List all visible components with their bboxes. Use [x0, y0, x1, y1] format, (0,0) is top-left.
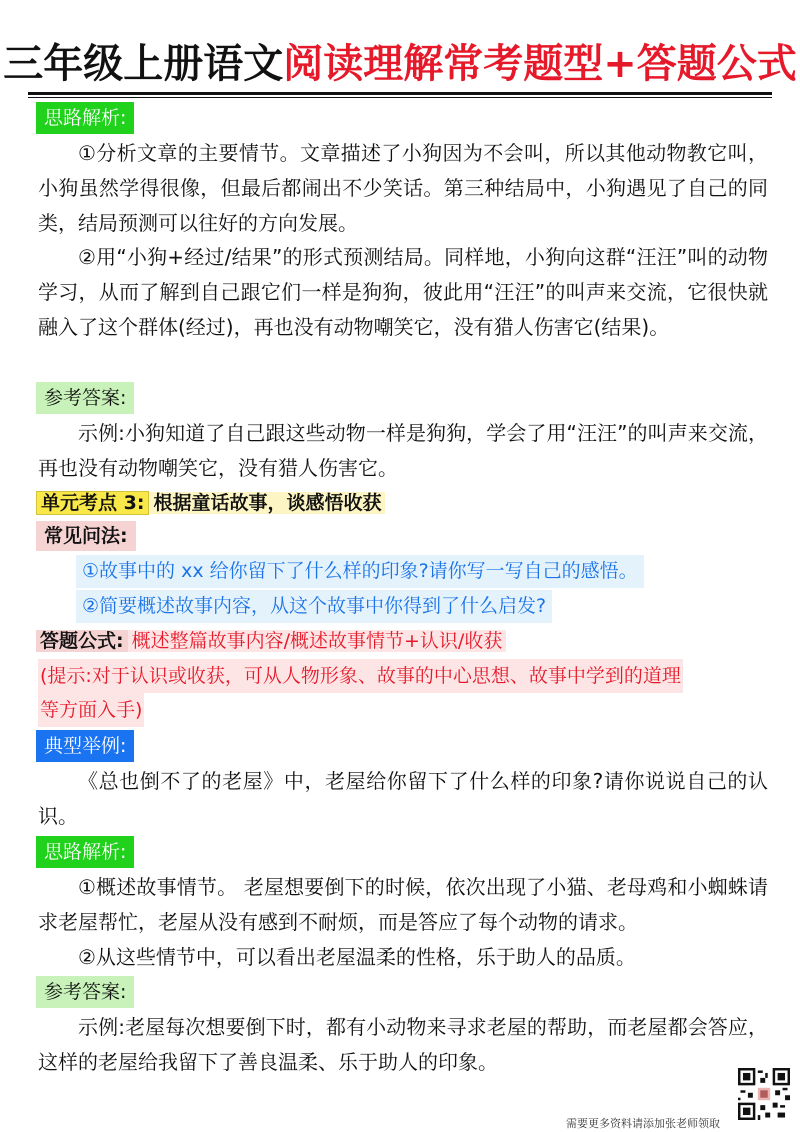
- analysis-label-1: 思路解析:: [36, 102, 134, 134]
- analysis-paragraph-1b: ②用“小狗+经过/结果”的形式预测结局。同样地，小狗向这群“汪汪”叫的动物学习，从而了解到自己跟它们一样是狗狗，彼此用“汪汪”的叫声来交流，它很快就融入了这个群体(经过)，再也没有动物嘲笑它，没有猎人伤害它(结果)。: [38, 245, 768, 339]
- analysis-paragraph-1a: ①分析文章的主要情节。文章描述了小狗因为不会叫，所以其他动物教它叫，小狗虽然学得很像，但最后都闹出不少笑话。第三种结局中，小狗遇见了自己的同类，结局预测可以往好的方向发展。: [38, 141, 768, 235]
- formula-hint: [38, 659, 764, 727]
- unit-point-label: 单元考点 3:: [36, 491, 149, 515]
- title-rule-thick: [28, 92, 772, 95]
- example-label: 典型举例:: [36, 730, 134, 762]
- title-rule-thin: [28, 97, 772, 98]
- answer-label-2: 参考答案:: [36, 976, 134, 1008]
- page-title: [0, 36, 800, 92]
- qr-caption: 需要更多资料请添加张老师领取: [566, 1117, 720, 1130]
- hint-line-1: (提示:对于认识或收获，可从人物形象、故事的中心思想、故事中学到的道理: [38, 659, 683, 693]
- analysis-paragraph-2b: ②从这些情节中，可以看出老屋温柔的性格，乐于助人的品质。: [78, 945, 636, 969]
- analysis-paragraph-2a: ①概述故事情节。 老屋想要倒下的时候，依次出现了小猫、老母鸡和小蜘蛛请求老屋帮忙，老屋从没有感到不耐烦，而是答应了每个动物的请求。: [38, 875, 768, 934]
- unit-point-text: 根据童话故事，谈感悟收获: [149, 492, 385, 514]
- title-red-part: 阅读理解常考题型+答题公式: [283, 41, 797, 87]
- answer-paragraph-1: 示例:小狗知道了自己跟这些动物一样是狗狗，学会了用“汪汪”的叫声来交流，再也没有动物嘲笑它，没有猎人伤害它。: [38, 421, 768, 480]
- analysis-label-2: 思路解析:: [36, 836, 134, 868]
- unit-point-3: [36, 488, 385, 518]
- hint-line-2: 等方面入手): [38, 693, 144, 727]
- question-1: ①故事中的 xx 给你留下了什么样的印象?请你写一写自己的感悟。: [76, 555, 644, 588]
- common-questions-label: 常见问法:: [36, 521, 136, 551]
- answer-paragraph-2: 示例:老屋每次想要倒下时，都有小动物来寻求老屋的帮助，而老屋都会答应，这样的老屋给我留下了善良温柔、乐于助人的印象。: [38, 1015, 768, 1074]
- qr-code-icon: [738, 1068, 790, 1120]
- title-black-part: 三年级上册语文: [3, 41, 284, 87]
- formula-text: 概述整篇故事内容/概述故事情节+认识/收获: [128, 630, 507, 652]
- answer-formula: [36, 625, 506, 657]
- answer-label-1: 参考答案:: [36, 382, 134, 414]
- question-2: ②简要概述故事内容，从这个故事中你得到了什么启发?: [76, 590, 552, 623]
- example-paragraph: 《总也倒不了的老屋》中，老屋给你留下了什么样的印象?请你说说自己的认识。: [38, 769, 768, 828]
- formula-label: 答题公式:: [36, 630, 128, 652]
